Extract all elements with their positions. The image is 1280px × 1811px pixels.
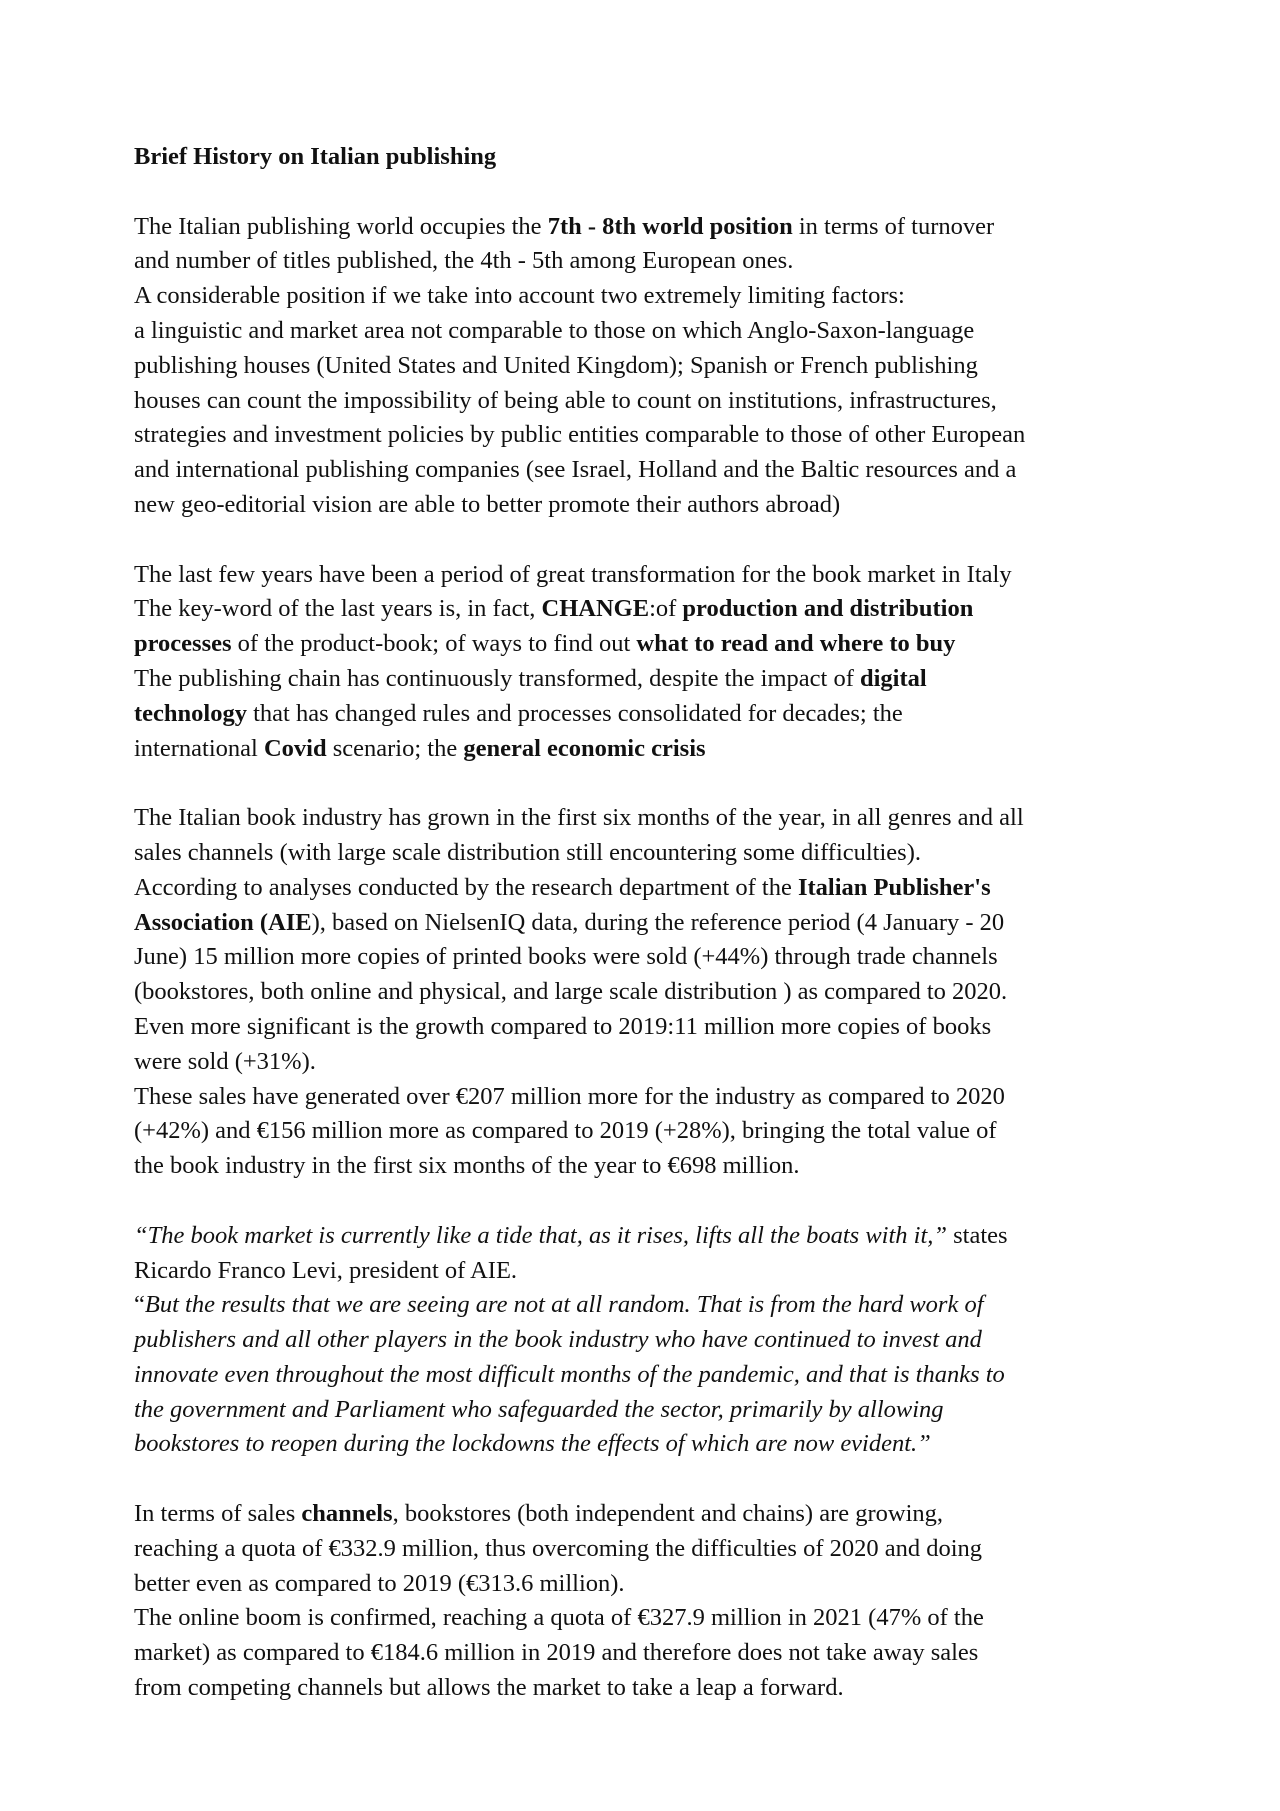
text-line	[134, 1323, 1174, 1358]
text-line	[134, 210, 1174, 245]
italic-text: innovate even throughout the most difficult months of the pandemic, and that is thanks to	[134, 1360, 1005, 1388]
text-segment: and number of titles published, the 4th - 5th among European ones.	[134, 247, 794, 275]
text-line	[134, 592, 1174, 627]
text-line	[134, 975, 1174, 1010]
text-segment: The online boom is confirmed, reaching a quota of €327.9 million in 2021 (47% of the	[134, 1604, 984, 1632]
text-segment: from competing channels but allows the market to take a leap a forward.	[134, 1674, 844, 1702]
text-line	[134, 1080, 1174, 1115]
bold-text: production and distribution	[682, 595, 974, 623]
document-title: Brief History on Italian publishing	[134, 143, 497, 170]
paragraph	[134, 1219, 1174, 1463]
paragraph	[134, 801, 1174, 1184]
text-line	[134, 732, 1174, 767]
paragraph	[134, 1497, 1174, 1706]
text-line	[134, 279, 1174, 314]
text-line	[134, 1636, 1174, 1671]
text-line	[134, 453, 1174, 488]
text-segment: the book industry in the first six months of the year to €698 million.	[134, 1152, 800, 1180]
bold-text: processes	[134, 630, 232, 658]
text-segment: “	[134, 1291, 145, 1319]
text-segment: June) 15 million more copies of printed books were sold (+44%) through trade channels	[134, 943, 998, 971]
bold-text: CHANGE	[541, 595, 650, 623]
text-line	[134, 662, 1174, 697]
italic-text: publishers and all other players in the book industry who have continued to invest and	[134, 1326, 982, 1354]
text-line	[134, 697, 1174, 732]
italic-text: “The book market is currently like a tide that, as it rises, lifts all the boats with it,”	[134, 1221, 948, 1249]
text-line	[134, 384, 1174, 419]
text-segment: better even as compared to 2019 (€313.6 million).	[134, 1569, 625, 1597]
text-segment: The Italian book industry has grown in the first six months of the year, in all genres and all	[134, 804, 1024, 832]
text-line	[134, 1358, 1174, 1393]
text-segment: sales channels (with large scale distribution still encountering some difficulties).	[134, 838, 921, 866]
text-segment: Ricardo Franco Levi, president of AIE.	[134, 1256, 518, 1284]
text-segment: The last few years have been a period of great transformation for the book market in Italy	[134, 560, 1012, 588]
text-line	[134, 314, 1174, 349]
bold-text: digital	[860, 664, 927, 692]
text-segment: international	[134, 734, 264, 762]
text-line	[134, 1497, 1174, 1532]
text-line	[134, 1219, 1174, 1254]
bold-text: what to read and where to buy	[636, 630, 956, 658]
text-segment: The Italian publishing world occupies the	[134, 212, 548, 240]
document-body	[134, 210, 1174, 1706]
text-segment: reaching a quota of €332.9 million, thus overcoming the difficulties of 2020 and doing	[134, 1534, 983, 1562]
bold-text: technology	[134, 699, 247, 727]
text-segment: and international publishing companies (see Israel, Holland and the Baltic resources and a	[134, 456, 1017, 484]
text-segment: new geo-editorial vision are able to better promote their authors abroad)	[134, 490, 841, 518]
text-segment: in terms of turnover	[792, 212, 995, 240]
text-segment: of the product-book; of ways to find out	[231, 630, 637, 658]
bold-text: Italian Publisher's	[797, 873, 991, 901]
text-segment: states	[947, 1221, 1008, 1249]
text-line	[134, 1567, 1174, 1602]
document-page	[134, 140, 1174, 1741]
text-segment: The publishing chain has continuously transformed, despite the impact of	[134, 664, 860, 692]
text-line	[134, 1601, 1174, 1636]
text-segment: strategies and investment policies by public entities comparable to those of other European	[134, 421, 1026, 449]
text-line	[134, 1671, 1174, 1706]
text-line	[134, 1288, 1174, 1323]
italic-text: bookstores to reopen during the lockdowns the effects of which are now evident.”	[134, 1430, 931, 1458]
bold-text: 7th - 8th world position	[547, 212, 793, 240]
text-segment: houses can count the impossibility of being able to count on institutions, infrastructures,	[134, 386, 997, 414]
text-segment: A considerable position if we take into account two extremely limiting factors:	[134, 282, 905, 310]
text-line	[134, 940, 1174, 975]
text-line	[134, 349, 1174, 384]
text-line	[134, 1010, 1174, 1045]
text-line	[134, 1114, 1174, 1149]
paragraph	[134, 558, 1174, 767]
text-segment: These sales have generated over €207 million more for the industry as compared to 2020	[134, 1082, 1005, 1110]
text-line	[134, 627, 1174, 662]
paragraph	[134, 210, 1174, 523]
text-line	[134, 1149, 1174, 1184]
text-segment: publishing houses (United States and United Kingdom); Spanish or French publishing	[134, 351, 978, 379]
text-segment: were sold (+31%).	[134, 1047, 316, 1075]
text-segment: that has changed rules and processes consolidated for decades; the	[246, 699, 903, 727]
text-line	[134, 801, 1174, 836]
text-line	[134, 418, 1174, 453]
bold-text: general economic crisis	[463, 734, 706, 762]
text-segment: According to analyses conducted by the research department of the	[134, 873, 798, 901]
text-line	[134, 1532, 1174, 1567]
text-line	[134, 836, 1174, 871]
text-line	[134, 1254, 1174, 1289]
text-line	[134, 871, 1174, 906]
text-segment: The key-word of the last years is, in fact,	[134, 595, 542, 623]
text-line	[134, 1045, 1174, 1080]
text-segment: market) as compared to €184.6 million in 2019 and therefore does not take away sales	[134, 1639, 979, 1667]
text-line	[134, 488, 1174, 523]
text-line	[134, 906, 1174, 941]
italic-text: the government and Parliament who safeguarded the sector, primarily by allowing	[134, 1395, 944, 1423]
text-segment: a linguistic and market area not comparable to those on which Anglo-Saxon-language	[134, 316, 975, 344]
text-segment: Even more significant is the growth compared to 2019:11 million more copies of books	[134, 1012, 992, 1040]
text-line	[134, 558, 1174, 593]
bold-text: Covid	[263, 734, 327, 762]
text-segment: :of	[649, 595, 683, 623]
text-segment: In terms of sales	[134, 1500, 302, 1528]
text-line	[134, 1427, 1174, 1462]
text-segment: (+42%) and €156 million more as compared to 2019 (+28%), bringing the total value of	[134, 1117, 997, 1145]
text-line	[134, 244, 1174, 279]
bold-text: Association (AIE	[134, 908, 312, 936]
text-segment: scenario; the	[326, 734, 464, 762]
bold-text: channels	[301, 1500, 393, 1528]
italic-text: But the results that we are seeing are not at all random. That is from the hard work of	[144, 1291, 984, 1319]
text-segment: , bookstores (both independent and chains) are growing,	[392, 1500, 944, 1528]
text-line	[134, 1393, 1174, 1428]
text-segment: (bookstores, both online and physical, and large scale distribution ) as compared to 2020.	[134, 978, 1008, 1006]
text-segment: ), based on NielsenIQ data, during the reference period (4 January - 20	[311, 908, 1005, 936]
